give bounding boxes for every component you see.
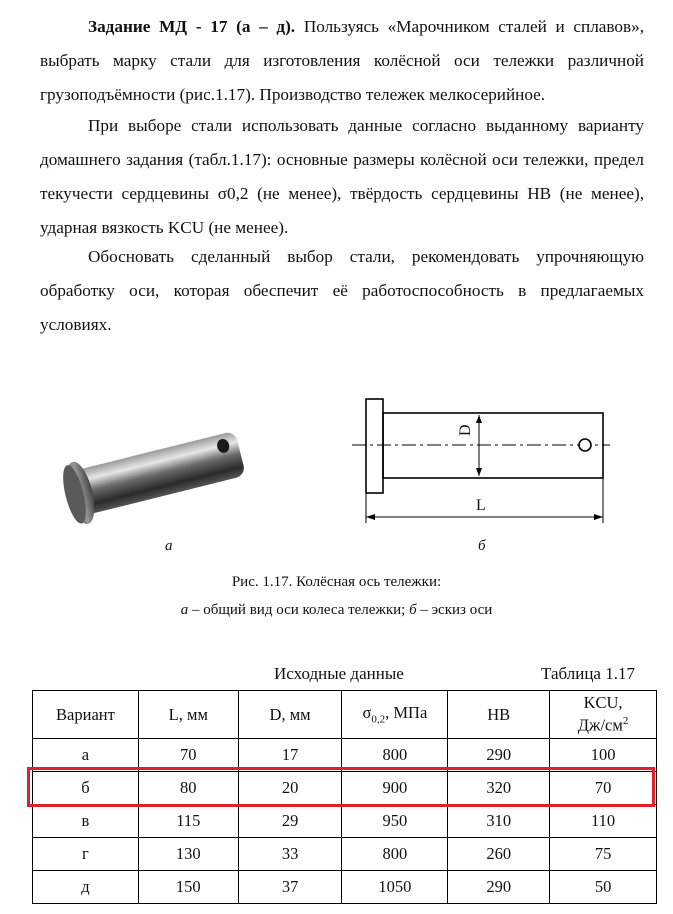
cell-impact-toughness: 75 — [550, 838, 657, 871]
cell-impact-toughness: 110 — [550, 805, 657, 838]
cell-diameter: 17 — [238, 739, 342, 772]
cell-yield-strength: 800 — [342, 739, 448, 772]
cell-length: 150 — [138, 871, 238, 904]
figure-caption-legend — [0, 602, 673, 619]
cell-length: 115 — [138, 805, 238, 838]
dim-l-label: L — [476, 497, 486, 514]
cell-diameter: 20 — [238, 772, 342, 805]
cell-yield-strength: 900 — [342, 772, 448, 805]
cell-yield-strength: 950 — [342, 805, 448, 838]
caption-a-letter: а — [180, 602, 189, 618]
task-title: Задание МД - 17 (а – д). — [88, 17, 296, 36]
table-row — [33, 871, 657, 904]
caption-a-text: – общий вид оси колеса тележки; — [188, 602, 410, 618]
caption-b-text: – эскиз оси — [416, 602, 493, 618]
task-para1-text: Пользуясь «Марочником сталей и сплавов», выбрать марку стали для изготовления колёсной оси тележки различной грузоподъёмности (рис.1.17). Производство тележек мелкосерийное. — [40, 17, 644, 104]
cell-length: 130 — [138, 838, 238, 871]
cell-impact-toughness: 50 — [550, 871, 657, 904]
axle-photo-image — [48, 405, 253, 530]
task-paragraph-1 — [40, 10, 644, 112]
figure-label-b: б — [478, 538, 486, 554]
table-row — [33, 805, 657, 838]
cell-variant: в — [33, 805, 139, 838]
cell-diameter: 29 — [238, 805, 342, 838]
selected-variant-highlight — [27, 767, 655, 807]
cell-variant: б — [33, 772, 139, 805]
header-variant: Вариант — [33, 691, 139, 739]
cell-impact-toughness: 70 — [550, 772, 657, 805]
cell-length: 80 — [138, 772, 238, 805]
cell-hardness: 290 — [448, 871, 550, 904]
cell-hardness: 290 — [448, 739, 550, 772]
table-row — [33, 838, 657, 871]
cell-hardness: 310 — [448, 805, 550, 838]
caption-b-letter: б — [409, 602, 417, 618]
table-header-row — [33, 691, 657, 739]
header-yield-strength: $\sigma_{0,2}$, МПа — [342, 691, 448, 739]
header-impact-toughness: KCU, $Дж/см^2$ — [550, 691, 657, 739]
dim-d-label: D — [457, 424, 474, 436]
cell-diameter: 33 — [238, 838, 342, 871]
cell-variant: д — [33, 871, 139, 904]
table-number: Таблица 1.17 — [541, 664, 635, 683]
cell-variant: г — [33, 838, 139, 871]
cell-yield-strength: 800 — [342, 838, 448, 871]
task-paragraph-2: При выборе стали использовать данные согласно выданному варианту домашнего задания (табл.1.17): основные размеры колёсной оси тележки, предел текучести сердцевины σ0,2 (не менее), твёрдость сердцевины НВ (не менее), ударная вязкость KCU (не менее). — [40, 116, 644, 237]
cell-length: 70 — [138, 739, 238, 772]
header-length: L, мм — [138, 691, 238, 739]
task-paragraph-3: Обосновать сделанный выбор стали, рекомендовать упрочняющую обработку оси, которая обеспечит её работоспособность в предлагаемых условиях. — [40, 247, 644, 334]
cell-impact-toughness: 100 — [550, 739, 657, 772]
header-diameter: D, мм — [238, 691, 342, 739]
cell-hardness: 260 — [448, 838, 550, 871]
table-title: Исходные данные — [274, 664, 404, 683]
header-hardness: НВ — [448, 691, 550, 739]
figure-caption: Рис. 1.17. Колёсная ось тележки: — [231, 574, 442, 590]
cell-yield-strength: 1050 — [342, 871, 448, 904]
cell-diameter: 37 — [238, 871, 342, 904]
cell-hardness: 320 — [448, 772, 550, 805]
cell-variant: а — [33, 739, 139, 772]
figure-label-a: а — [165, 538, 173, 554]
